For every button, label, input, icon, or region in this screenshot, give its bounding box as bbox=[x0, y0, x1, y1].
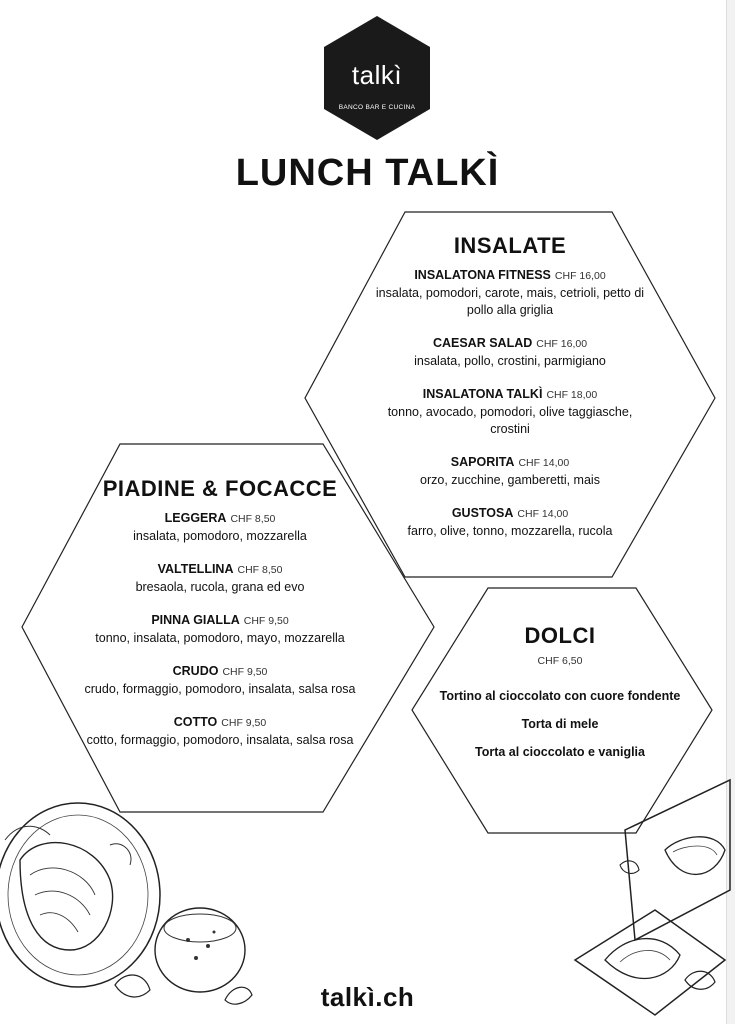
item-price: CHF 14,00 bbox=[518, 457, 570, 469]
page-title: LUNCH TALKÌ bbox=[235, 152, 500, 194]
item-description: insalata, pomodoro, mozzarella bbox=[133, 529, 307, 543]
item-name: CRUDO bbox=[172, 664, 219, 678]
insalate-title: INSALATE bbox=[453, 233, 567, 258]
menu-item bbox=[70, 663, 370, 698]
dolci-price: CHF 6,50 bbox=[537, 655, 583, 667]
item-description: insalata, pomodori, carote, mais, cetrioli, petto di pollo alla griglia bbox=[375, 286, 645, 317]
menu-item bbox=[70, 714, 370, 749]
item-name: SAPORITA bbox=[450, 455, 515, 469]
item-name: PINNA GIALLA bbox=[151, 613, 240, 627]
item-description: tonno, insalata, pomodoro, mayo, mozzarella bbox=[95, 631, 345, 645]
item-name: INSALATONA TALKÌ bbox=[422, 387, 543, 401]
item-description: orzo, zucchine, gamberetti, mais bbox=[420, 473, 600, 487]
item-name: INSALATONA FITNESS bbox=[414, 268, 551, 282]
item-description: crudo, formaggio, pomodoro, insalata, salsa rosa bbox=[84, 682, 356, 696]
logo-tagline: BANCO BAR E CUCINA bbox=[338, 104, 416, 111]
item-name: VALTELLINA bbox=[157, 562, 234, 576]
item-description: tonno, avocado, pomodori, olive taggiasche, crostini bbox=[387, 405, 633, 436]
item-price: CHF 8,50 bbox=[230, 513, 276, 525]
item-name: LEGGERA bbox=[164, 511, 227, 525]
menu-item bbox=[370, 267, 650, 319]
item-description: farro, olive, tonno, mozzarella, rucola bbox=[407, 524, 613, 538]
dolci-item: Tortino al cioccolato con cuore fondente bbox=[439, 689, 681, 703]
dolci-title: DOLCI bbox=[524, 623, 596, 648]
item-price: CHF 18,00 bbox=[546, 389, 598, 401]
menu-item bbox=[370, 335, 650, 370]
website-footer: talkì.ch bbox=[320, 982, 415, 1012]
item-price: CHF 8,50 bbox=[237, 564, 283, 576]
item-price: CHF 9,50 bbox=[221, 717, 267, 729]
menu-item bbox=[70, 510, 370, 545]
item-description: cotto, formaggio, pomodoro, insalata, salsa rosa bbox=[86, 733, 354, 747]
item-price: CHF 14,00 bbox=[517, 508, 569, 520]
dolci-section bbox=[410, 623, 710, 773]
insalate-section bbox=[370, 233, 650, 556]
menu-item bbox=[370, 505, 650, 540]
menu-item bbox=[70, 612, 370, 647]
menu-item bbox=[370, 454, 650, 489]
item-name: CAESAR SALAD bbox=[432, 336, 533, 350]
dolci-item: Torta di mele bbox=[521, 717, 599, 731]
logo bbox=[322, 14, 432, 142]
piadine-section bbox=[70, 476, 370, 765]
item-price: CHF 16,00 bbox=[554, 270, 606, 282]
item-description: insalata, pollo, crostini, parmigiano bbox=[414, 354, 606, 368]
item-description: bresaola, rucola, grana ed evo bbox=[135, 580, 305, 594]
item-price: CHF 9,50 bbox=[222, 666, 268, 678]
item-name: GUSTOSA bbox=[451, 506, 514, 520]
menu-item bbox=[70, 561, 370, 596]
piadine-title: PIADINE & FOCACCE bbox=[102, 476, 338, 501]
menu-item bbox=[370, 386, 650, 438]
item-name: COTTO bbox=[173, 715, 218, 729]
logo-name: talkì bbox=[351, 60, 403, 90]
item-price: CHF 9,50 bbox=[243, 615, 289, 627]
item-price: CHF 16,00 bbox=[536, 338, 588, 350]
dolci-item: Torta al cioccolato e vaniglia bbox=[475, 745, 645, 759]
